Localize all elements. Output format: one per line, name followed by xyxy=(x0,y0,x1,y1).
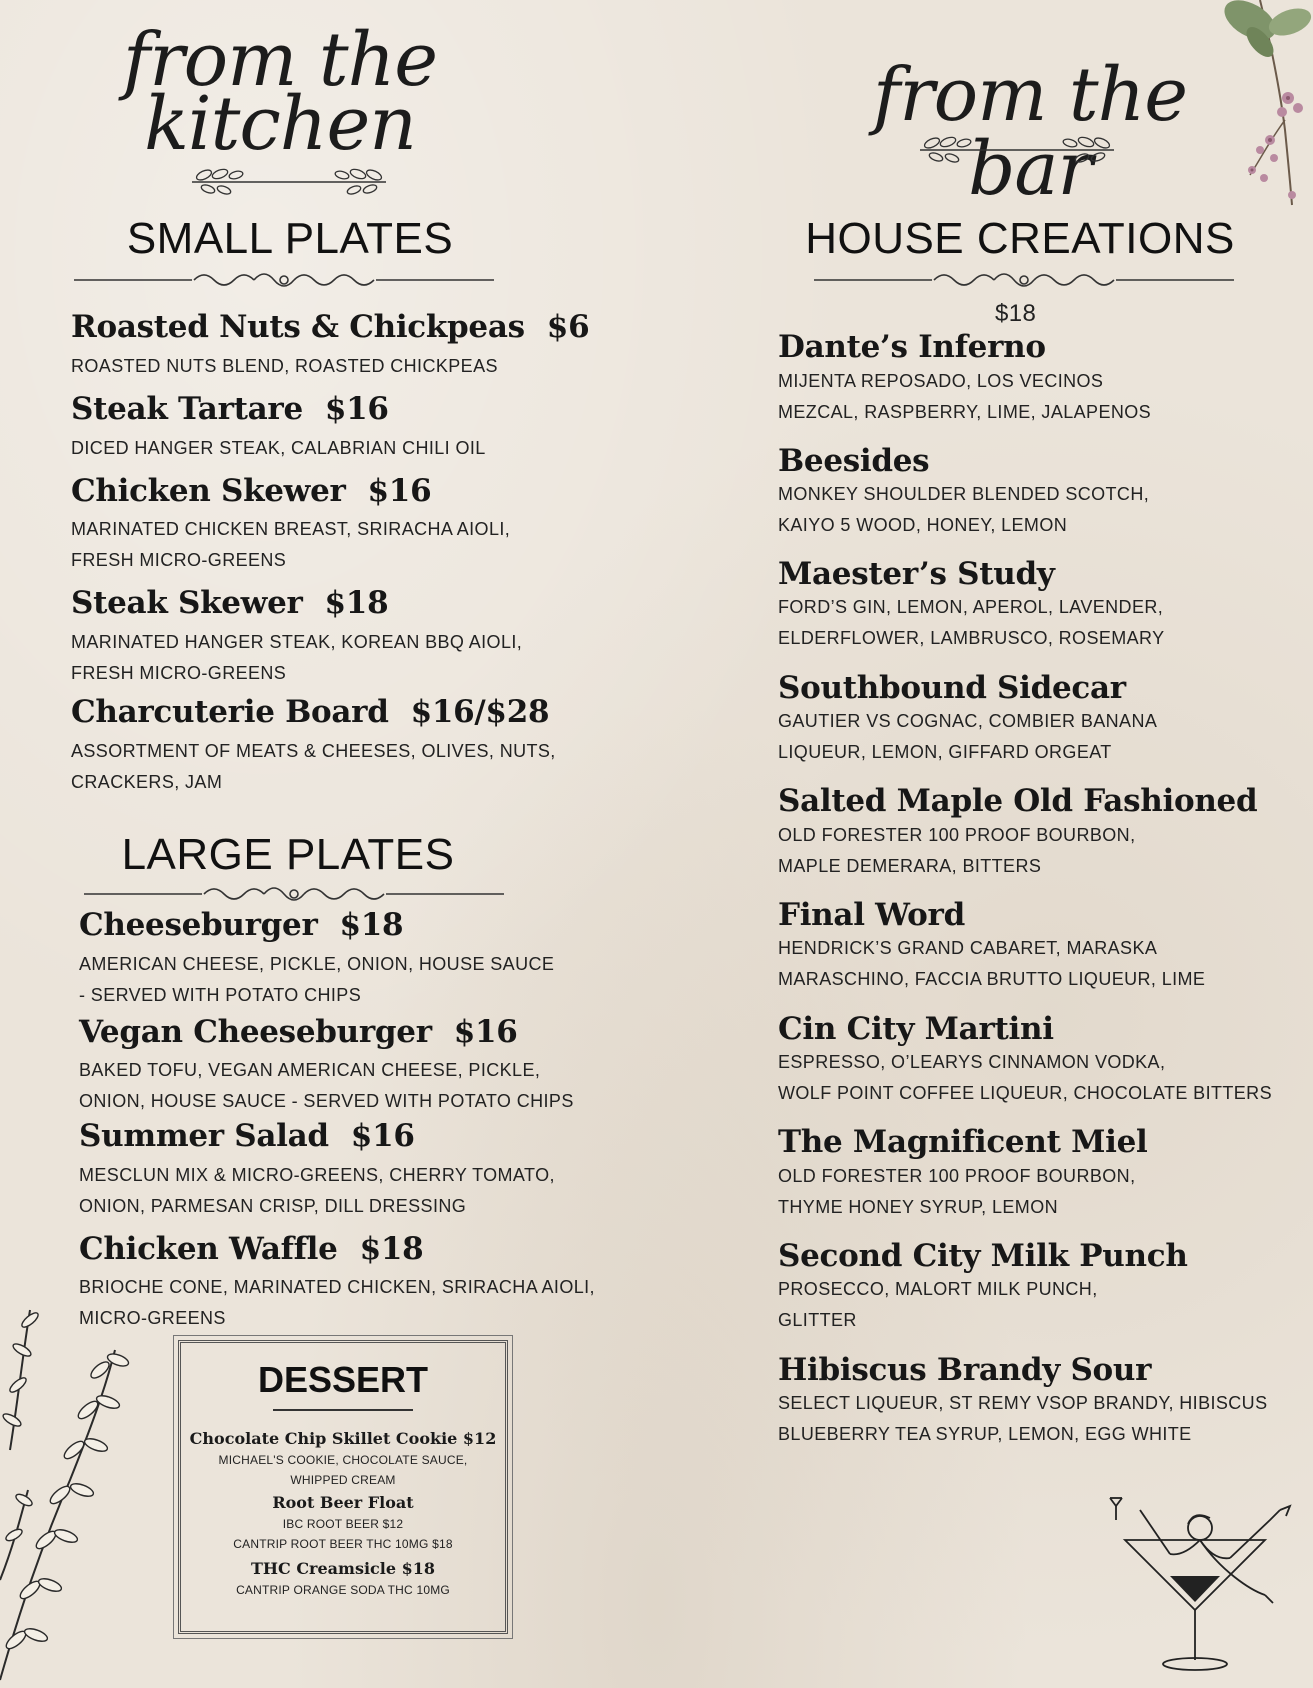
dessert-heading: DESSERT xyxy=(257,1359,429,1400)
cocktail-desc: OLD FORESTER 100 PROOF BOURBON, MAPLE DEMERARA, BITTERS xyxy=(778,825,1136,876)
cocktail-name: Final Word xyxy=(778,897,965,933)
small-plates-divider xyxy=(72,268,496,292)
cocktail-desc: SELECT LIQUEUR, ST REMY VSOP BRANDY, HIBISCUS BLUEBERRY TEA SYRUP, LEMON, EGG WHITE xyxy=(778,1393,1268,1444)
cocktail-name: Cin City Martini xyxy=(778,1011,1054,1047)
dessert-box xyxy=(178,1340,508,1634)
small-plate-price: $16 xyxy=(367,473,432,509)
dessert-item-desc: CANTRIP ORANGE SODA THC 10MG xyxy=(236,1583,450,1597)
cocktail-name: Second City Milk Punch xyxy=(778,1238,1188,1274)
floral-corner-illustration xyxy=(1200,0,1313,210)
small-plate-desc: ROASTED NUTS BLEND, ROASTED CHICKPEAS xyxy=(71,356,498,376)
house-creations-price: $18 xyxy=(995,300,1037,327)
small-plate-price: $6 xyxy=(546,309,590,345)
small-plates-heading: SMALL PLATES xyxy=(126,214,454,263)
cocktail-name: Southbound Sidecar xyxy=(778,670,1126,706)
kitchen-vine-ornament xyxy=(182,166,396,198)
small-plate-price: $18 xyxy=(324,585,389,621)
house-creations-divider xyxy=(812,268,1236,292)
cocktail-name: The Magnificent Miel xyxy=(778,1124,1148,1160)
cocktail-name: Maester’s Study xyxy=(778,556,1055,592)
cocktail-desc: FORD’S GIN, LEMON, APEROL, LAVENDER, ELDERFLOWER, LAMBRUSCO, ROSEMARY xyxy=(778,597,1165,648)
cocktail-name: Hibiscus Brandy Sour xyxy=(778,1352,1152,1388)
cocktail-desc: GAUTIER VS COGNAC, COMBIER BANANA LIQUEUR, LEMON, GIFFARD ORGEAT xyxy=(778,711,1158,762)
large-plate-desc: AMERICAN CHEESE, PICKLE, ONION, HOUSE SAUCE - SERVED WITH POTATO CHIPS xyxy=(79,954,555,1005)
large-plate-desc: BRIOCHE CONE, MARINATED CHICKEN, SRIRACHA AIOLI, MICRO-GREENS xyxy=(79,1277,595,1328)
dessert-item-desc: WHIPPED CREAM xyxy=(290,1473,396,1487)
bar-title: from the bar xyxy=(872,52,1188,212)
small-plate-desc: DICED HANGER STEAK, CALABRIAN CHILI OIL xyxy=(71,438,486,458)
small-plate-name: Steak Skewer $18 xyxy=(71,585,389,621)
small-plate-name: Chicken Skewer $16 xyxy=(71,473,432,509)
cocktail-desc: HENDRICK’S GRAND CABARET, MARASKA MARASCHINO, FACCIA BRUTTO LIQUEUR, LIME xyxy=(778,938,1206,989)
large-plate-price: $18 xyxy=(359,1231,424,1267)
small-plate-name: Steak Tartare $16 xyxy=(71,391,389,427)
cocktail-name: Beesides xyxy=(778,443,930,479)
dessert-item-name: Chocolate Chip Skillet Cookie $12 xyxy=(189,1429,497,1448)
large-plate-price: $18 xyxy=(339,907,404,943)
small-plate-desc: MARINATED CHICKEN BREAST, SRIRACHA AIOLI, FRESH MICRO-GREENS xyxy=(71,519,511,570)
cocktail-desc: PROSECCO, MALORT MILK PUNCH, GLITTER xyxy=(778,1279,1098,1330)
dessert-divider xyxy=(273,1409,413,1411)
cocktail-desc: OLD FORESTER 100 PROOF BOURBON, THYME HONEY SYRUP, LEMON xyxy=(778,1166,1136,1217)
small-plate-price: $16 xyxy=(324,391,389,427)
kitchen-title-line2: kitchen xyxy=(144,81,416,167)
cocktail-name: Salted Maple Old Fashioned xyxy=(778,783,1258,819)
large-plates-heading: LARGE PLATES xyxy=(121,830,455,879)
small-plate-name: Roasted Nuts & Chickpeas $6 xyxy=(71,309,590,345)
small-plate-name: Charcuterie Board $16/$28 xyxy=(71,694,550,730)
botanical-sprig-illustration xyxy=(0,1250,130,1688)
large-plate-name: Chicken Waffle $18 xyxy=(79,1231,424,1267)
small-plate-desc: MARINATED HANGER STEAK, KOREAN BBQ AIOLI, FRESH MICRO-GREENS xyxy=(71,632,523,683)
large-plate-price: $16 xyxy=(350,1118,415,1154)
cocktail-desc: ESPRESSO, O’LEARYS CINNAMON VODKA, WOLF POINT COFFEE LIQUEUR, CHOCOLATE BITTERS xyxy=(778,1052,1272,1103)
cocktail-desc: MIJENTA REPOSADO, LOS VECINOS MEZCAL, RASPBERRY, LIME, JALAPENOS xyxy=(778,371,1152,422)
small-plate-price: $16/$28 xyxy=(410,694,550,730)
dessert-item-name: THC Creamsicle $18 xyxy=(250,1559,436,1578)
large-plate-desc: MESCLUN MIX & MICRO-GREENS, CHERRY TOMATO, ONION, PARMESAN CRISP, DILL DRESSING xyxy=(79,1165,555,1216)
bar-vine-ornament xyxy=(910,134,1124,166)
house-creations-heading: HOUSE CREATIONS xyxy=(805,214,1235,263)
dessert-item-desc: IBC ROOT BEER $12 xyxy=(282,1517,404,1531)
martini-glass-illustration xyxy=(1100,1480,1300,1680)
dessert-item-desc: MICHAEL'S COOKIE, CHOCOLATE SAUCE, xyxy=(218,1453,468,1467)
large-plate-name: Cheeseburger $18 xyxy=(79,907,404,943)
cocktail-desc: MONKEY SHOULDER BLENDED SCOTCH, KAIYO 5 WOOD, HONEY, LEMON xyxy=(778,484,1150,535)
large-plate-desc: BAKED TOFU, VEGAN AMERICAN CHEESE, PICKLE, ONION, HOUSE SAUCE - SERVED WITH POTATO CHIPS xyxy=(79,1060,574,1111)
kitchen-title-line1: from the xyxy=(122,17,438,103)
large-plate-name: Vegan Cheeseburger $16 xyxy=(79,1014,518,1050)
dessert-item-name: Root Beer Float xyxy=(272,1493,414,1512)
cocktail-name: Dante’s Inferno xyxy=(778,329,1046,365)
small-plate-desc: ASSORTMENT OF MEATS & CHEESES, OLIVES, NUTS, CRACKERS, JAM xyxy=(71,741,556,792)
large-plates-divider xyxy=(82,882,506,906)
large-plate-name: Summer Salad $16 xyxy=(79,1118,415,1154)
kitchen-title xyxy=(100,17,460,167)
large-plate-price: $16 xyxy=(453,1014,518,1050)
dessert-item-desc: CANTRIP ROOT BEER THC 10MG $18 xyxy=(233,1537,453,1551)
